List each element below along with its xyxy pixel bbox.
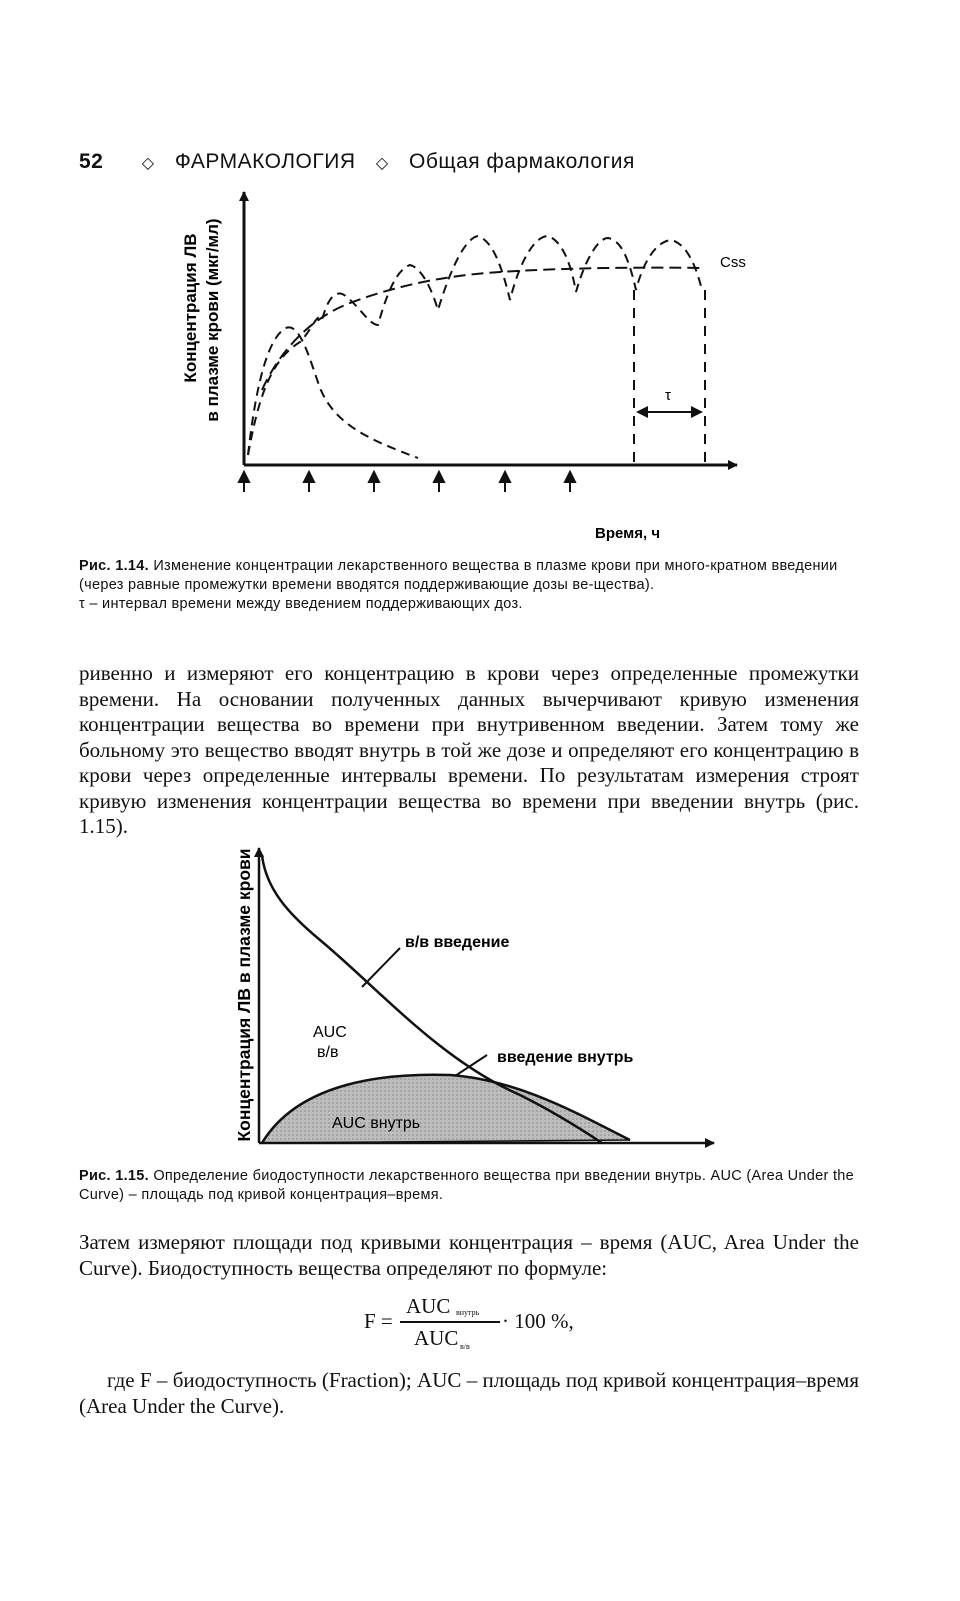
figure-1-14-caption [79, 557, 869, 614]
auc-oral-area [262, 1075, 630, 1143]
caption-note: τ – интервал времени между введением поддерживающих доз. [79, 596, 523, 612]
auc-iv-label-line1: AUC [313, 1024, 347, 1041]
section-title: ФАРМАКОЛОГИЯ [174, 150, 356, 173]
figure-1-14 [0, 0, 960, 560]
figure-1-15-caption [79, 1167, 869, 1205]
subsection-title: Общая фармакология [408, 150, 635, 173]
figure-1-15 [0, 830, 960, 1160]
body-paragraph: где F – биодоступность (Fraction); AUC – площадь под кривой концентрация–время (Area Under the Curve). [79, 1368, 859, 1418]
caption-text: Определение биодоступности лекарственного вещества при введении внутрь. AUC (Area Under the Curve) – площадь под кривой концентрация–время. [79, 1168, 855, 1203]
auc-oral-label: AUC внутрь [332, 1115, 421, 1132]
formula-denominator: AUC [414, 1326, 459, 1350]
caption-text: Изменение концентрации лекарственного вещества в плазме крови при много-кратном введении (через равные промежутки времени вводятся поддерживающие дозы ве-щества). [79, 558, 838, 593]
iv-label: в/в введение [405, 934, 510, 951]
formula-numerator-subscript: внутрь [456, 1308, 480, 1317]
y-axis-label: Концентрация ЛВ в плазме крови [234, 848, 254, 1142]
oral-label: введение внутрь [497, 1049, 634, 1066]
formula-numerator: AUC [406, 1294, 451, 1318]
body-paragraph: Затем измеряют площади под кривыми концентрация – время (AUC, Area Under the Curve). Биодоступность вещества определяют по формуле: [79, 1230, 859, 1280]
caption-label: Рис. 1.14. [79, 558, 149, 574]
caption-label: Рис. 1.15. [79, 1168, 149, 1184]
oral-leader-line [455, 1055, 487, 1076]
css-label: Css [720, 254, 746, 271]
y-axis-label-line2: в плазме крови (мкг/мл) [203, 218, 222, 422]
formula-rhs: · 100 %, [502, 1309, 574, 1333]
formula-lhs: F = [364, 1309, 393, 1333]
iv-leader-line [362, 948, 400, 987]
page-number: 52 [79, 150, 104, 173]
bioavailability-formula [364, 1290, 624, 1360]
diamond-icon: ◇ [141, 155, 155, 172]
formula-denominator-subscript: в/в [460, 1342, 470, 1351]
auc-iv-label-line2: в/в [317, 1044, 339, 1061]
fraction-bar [400, 1321, 500, 1323]
single-dose-curve [248, 327, 418, 458]
x-axis-label: Время, ч [595, 525, 661, 542]
body-paragraph: ривенно и измеряют его концентрацию в крови через определенные промежутки времени. На основании полученных данных вычерчивают кривую изменения концентрации вещества во времени при внутривенном введении. Затем тому же больному это вещество вводят внутрь в той же дозе и определяют его концентрацию в крови через определенные интервалы времени. По результатам измерения строят кривую изменения концентрации вещества во времени при введении внутрь (рис. 1.15). [79, 661, 859, 838]
dose-arrows [239, 472, 575, 492]
diamond-icon: ◇ [375, 155, 389, 172]
y-axis-label-line1: Концентрация ЛВ [181, 233, 200, 383]
tau-label: τ [665, 387, 671, 404]
